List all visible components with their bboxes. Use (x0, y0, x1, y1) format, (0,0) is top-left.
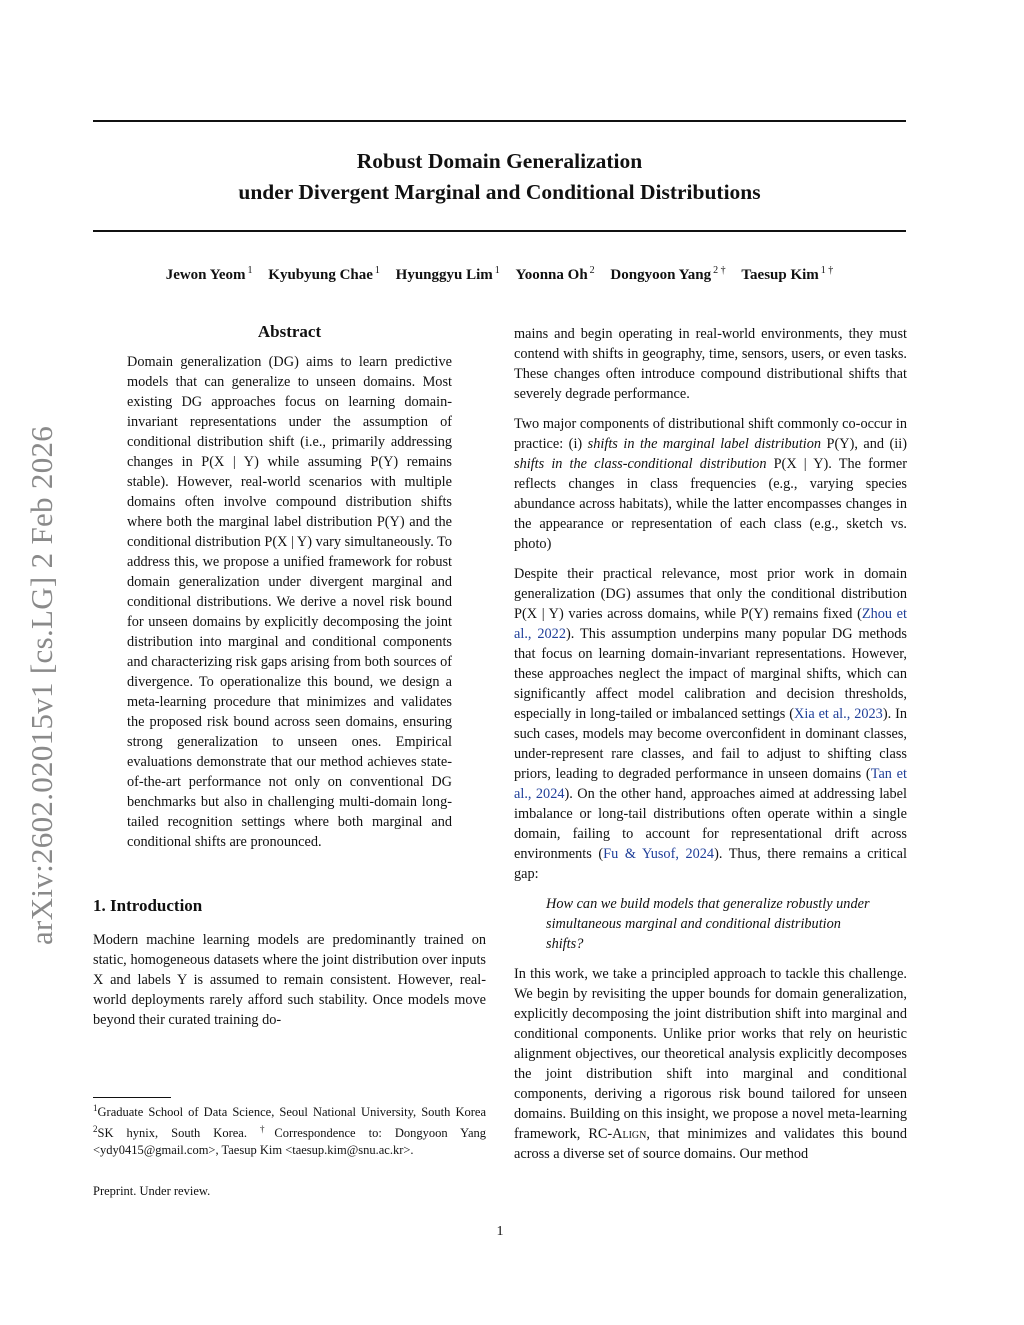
text-run: ). Thus, there remains a critical gap: (514, 846, 907, 882)
arxiv-identifier: arXiv:2602.02015v1 [cs.LG] 2 Feb 2026 (24, 425, 59, 945)
footnote-mark: 1 (93, 1103, 98, 1113)
author-affiliation: 1 (247, 265, 253, 276)
footnote-mark: † (259, 1124, 275, 1135)
author-name: Dongyoon Yang (610, 267, 712, 283)
abstract-text: Domain generalization (DG) aims to learn predictive models that can generalize to unseen domains. Most existing DG approaches focus on learning domain-invariant representations under the assumption of conditional distribution shift (i.e., primarily addressing changes in P(X | Y) while assuming P(Y) remains stable). However, real-world scenarios with multiple domains often involve compound distribution shifts where both the marginal label distribution P(Y) and the conditional distribution P(X | Y) vary simultaneously. To address this, we propose a unified framework for robust domain generalization under divergent marginal and conditional distributions. We derive a novel risk bound for unseen domains by explicitly decomposing the joint distribution into marginal and conditional components and characterizing risk gaps arising from both sources of divergence. To operationalize this bound, we design a meta-learning procedure that minimizes and validates the proposed risk bound across seen domains, ensuring strong generalization to unseen ones. Empirical evaluations demonstrate that our method achieves state-of-the-art performance not only on conventional DG benchmarks but also in challenging multi-domain long-tailed recognition settings where both marginal and conditional shifts are pronounced. (127, 354, 452, 850)
title-rule-bottom (93, 230, 906, 232)
paragraph (514, 964, 907, 1164)
citation-link[interactable]: Xia et al., 2023 (794, 706, 883, 722)
author-affiliation: 2 † (713, 265, 726, 276)
paragraph (514, 564, 907, 884)
page-number: 1 (496, 1224, 504, 1239)
author (516, 267, 595, 283)
preprint-note: Preprint. Under review. (93, 1184, 211, 1198)
footnote-mark: 2 (93, 1124, 98, 1135)
author-name: Hyunggyu Lim (395, 267, 493, 283)
author-name: Yoonna Oh (515, 267, 588, 283)
author-affiliation: 1 (494, 265, 500, 276)
author (610, 267, 725, 283)
paper-title (93, 146, 906, 208)
introduction-paragraph: Modern machine learning models are predominantly trained on static, homogeneous datasets where the joint distribution over inputs X and labels Y is assumed to remain consistent. However, real-world deployments rarely afford such stability. Once models move beyond their curated training do- (93, 932, 486, 1028)
author-affiliation: 2 (589, 265, 595, 276)
abstract-heading: Abstract (257, 322, 322, 341)
author-name: Taesup Kim (741, 267, 819, 283)
citation-link[interactable]: Tan et al., 2024 (514, 766, 907, 802)
title-line-1: Robust Domain Generalization (356, 149, 643, 173)
footnote-affiliation-2: SK hynix, South Korea. (97, 1126, 260, 1141)
footnote-affiliation-1: Graduate School of Data Science, Seoul National University, South Korea (97, 1105, 486, 1120)
footnote-rule (93, 1097, 171, 1098)
introduction-heading: 1. Introduction (93, 896, 203, 915)
author (166, 267, 253, 283)
method-name: RC-Align (588, 1126, 647, 1142)
text-run: ). On the other hand, approaches aimed at addressing label imbalance or long-tail distributions often operate within a single domain, failing to account for representational drift across environments ( (514, 786, 907, 862)
paragraph: mains and begin operating in real-world environments, they must contend with shifts in geography, time, sensors, users, or even tasks. These changes often introduce compound distributional shifts that severely degrade performance. (514, 326, 907, 402)
text-run: ). In such cases, models may become overconfident in dominant classes, under-represent rare classes, and fail to adjust to shifting class priors, leading to degraded performance in unseen domains ( (514, 706, 907, 782)
emphasis: shifts in the marginal label distribution (587, 436, 822, 452)
paragraph (514, 414, 907, 554)
text-run: Despite their practical relevance, most prior work in domain generalization (DG) assumes that only the conditional distribution P(X | Y) varies across domains, while P(Y) remains fixed ( (514, 566, 907, 622)
text-run: P(X | Y). The former reflects changes in class frequencies (e.g., varying species abundance across habitats), while the latter encompasses changes in the appearance or representation of each class (e.g., sketch vs. photo) (514, 456, 907, 552)
text-run: In this work, we take a principled approach to tackle this challenge. We begin by revisiting the upper bounds for domain generalization, explicitly decomposing the joint distribution shift into marginal and conditional components. Unlike prior works that rely on heuristic alignment objectives, our theoretical analysis explicitly decomposes the joint distribution shift into marginal and conditional components, deriving a rigorous risk bound tailored for unseen domains. Building on this insight, we propose a novel meta-learning framework, (514, 966, 907, 1142)
author-affiliation: 1 (374, 265, 380, 276)
footnote-correspondence: Correspondence to: Dongyoon Yang <ydy0415@gmail.com>, Taesup Kim <taesup.kim@snu.ac.kr>. (93, 1126, 486, 1158)
citation-link[interactable]: Fu & Yusof, 2024 (603, 846, 715, 862)
text-run: P(Y), and (ii) (821, 436, 907, 452)
author-affiliation: 1 † (820, 265, 834, 276)
author (268, 267, 380, 283)
left-column (93, 320, 486, 1030)
citation-link[interactable]: Zhou et al., 2022 (514, 606, 907, 642)
footnote (93, 1100, 486, 1159)
author (396, 267, 500, 283)
text-run: , that minimizes and validates this bound across a diverse set of source domains. Our method (514, 1126, 907, 1162)
research-question: How can we build models that generalize robustly under simultaneous marginal and conditional distribution shifts? (546, 896, 870, 952)
text-run: ). This assumption underpins many popular DG methods that focus on learning domain-invariant representations. However, these approaches neglect the impact of marginal shifts, which can significantly affect model calibration and decision thresholds, especially in long-tailed or imbalanced settings ( (514, 626, 907, 722)
title-line-2: under Divergent Marginal and Conditional Distributions (238, 180, 761, 204)
author-name: Kyubyung Chae (268, 267, 373, 283)
author (741, 267, 833, 283)
text-run: Two major components of distributional shift commonly co-occur in practice: (i) (514, 416, 907, 452)
title-rule-top (93, 120, 906, 122)
author-name: Jewon Yeom (165, 267, 246, 283)
right-column (514, 324, 907, 1174)
emphasis: shifts in the class-conditional distribution (514, 456, 767, 472)
author-list (93, 265, 906, 284)
